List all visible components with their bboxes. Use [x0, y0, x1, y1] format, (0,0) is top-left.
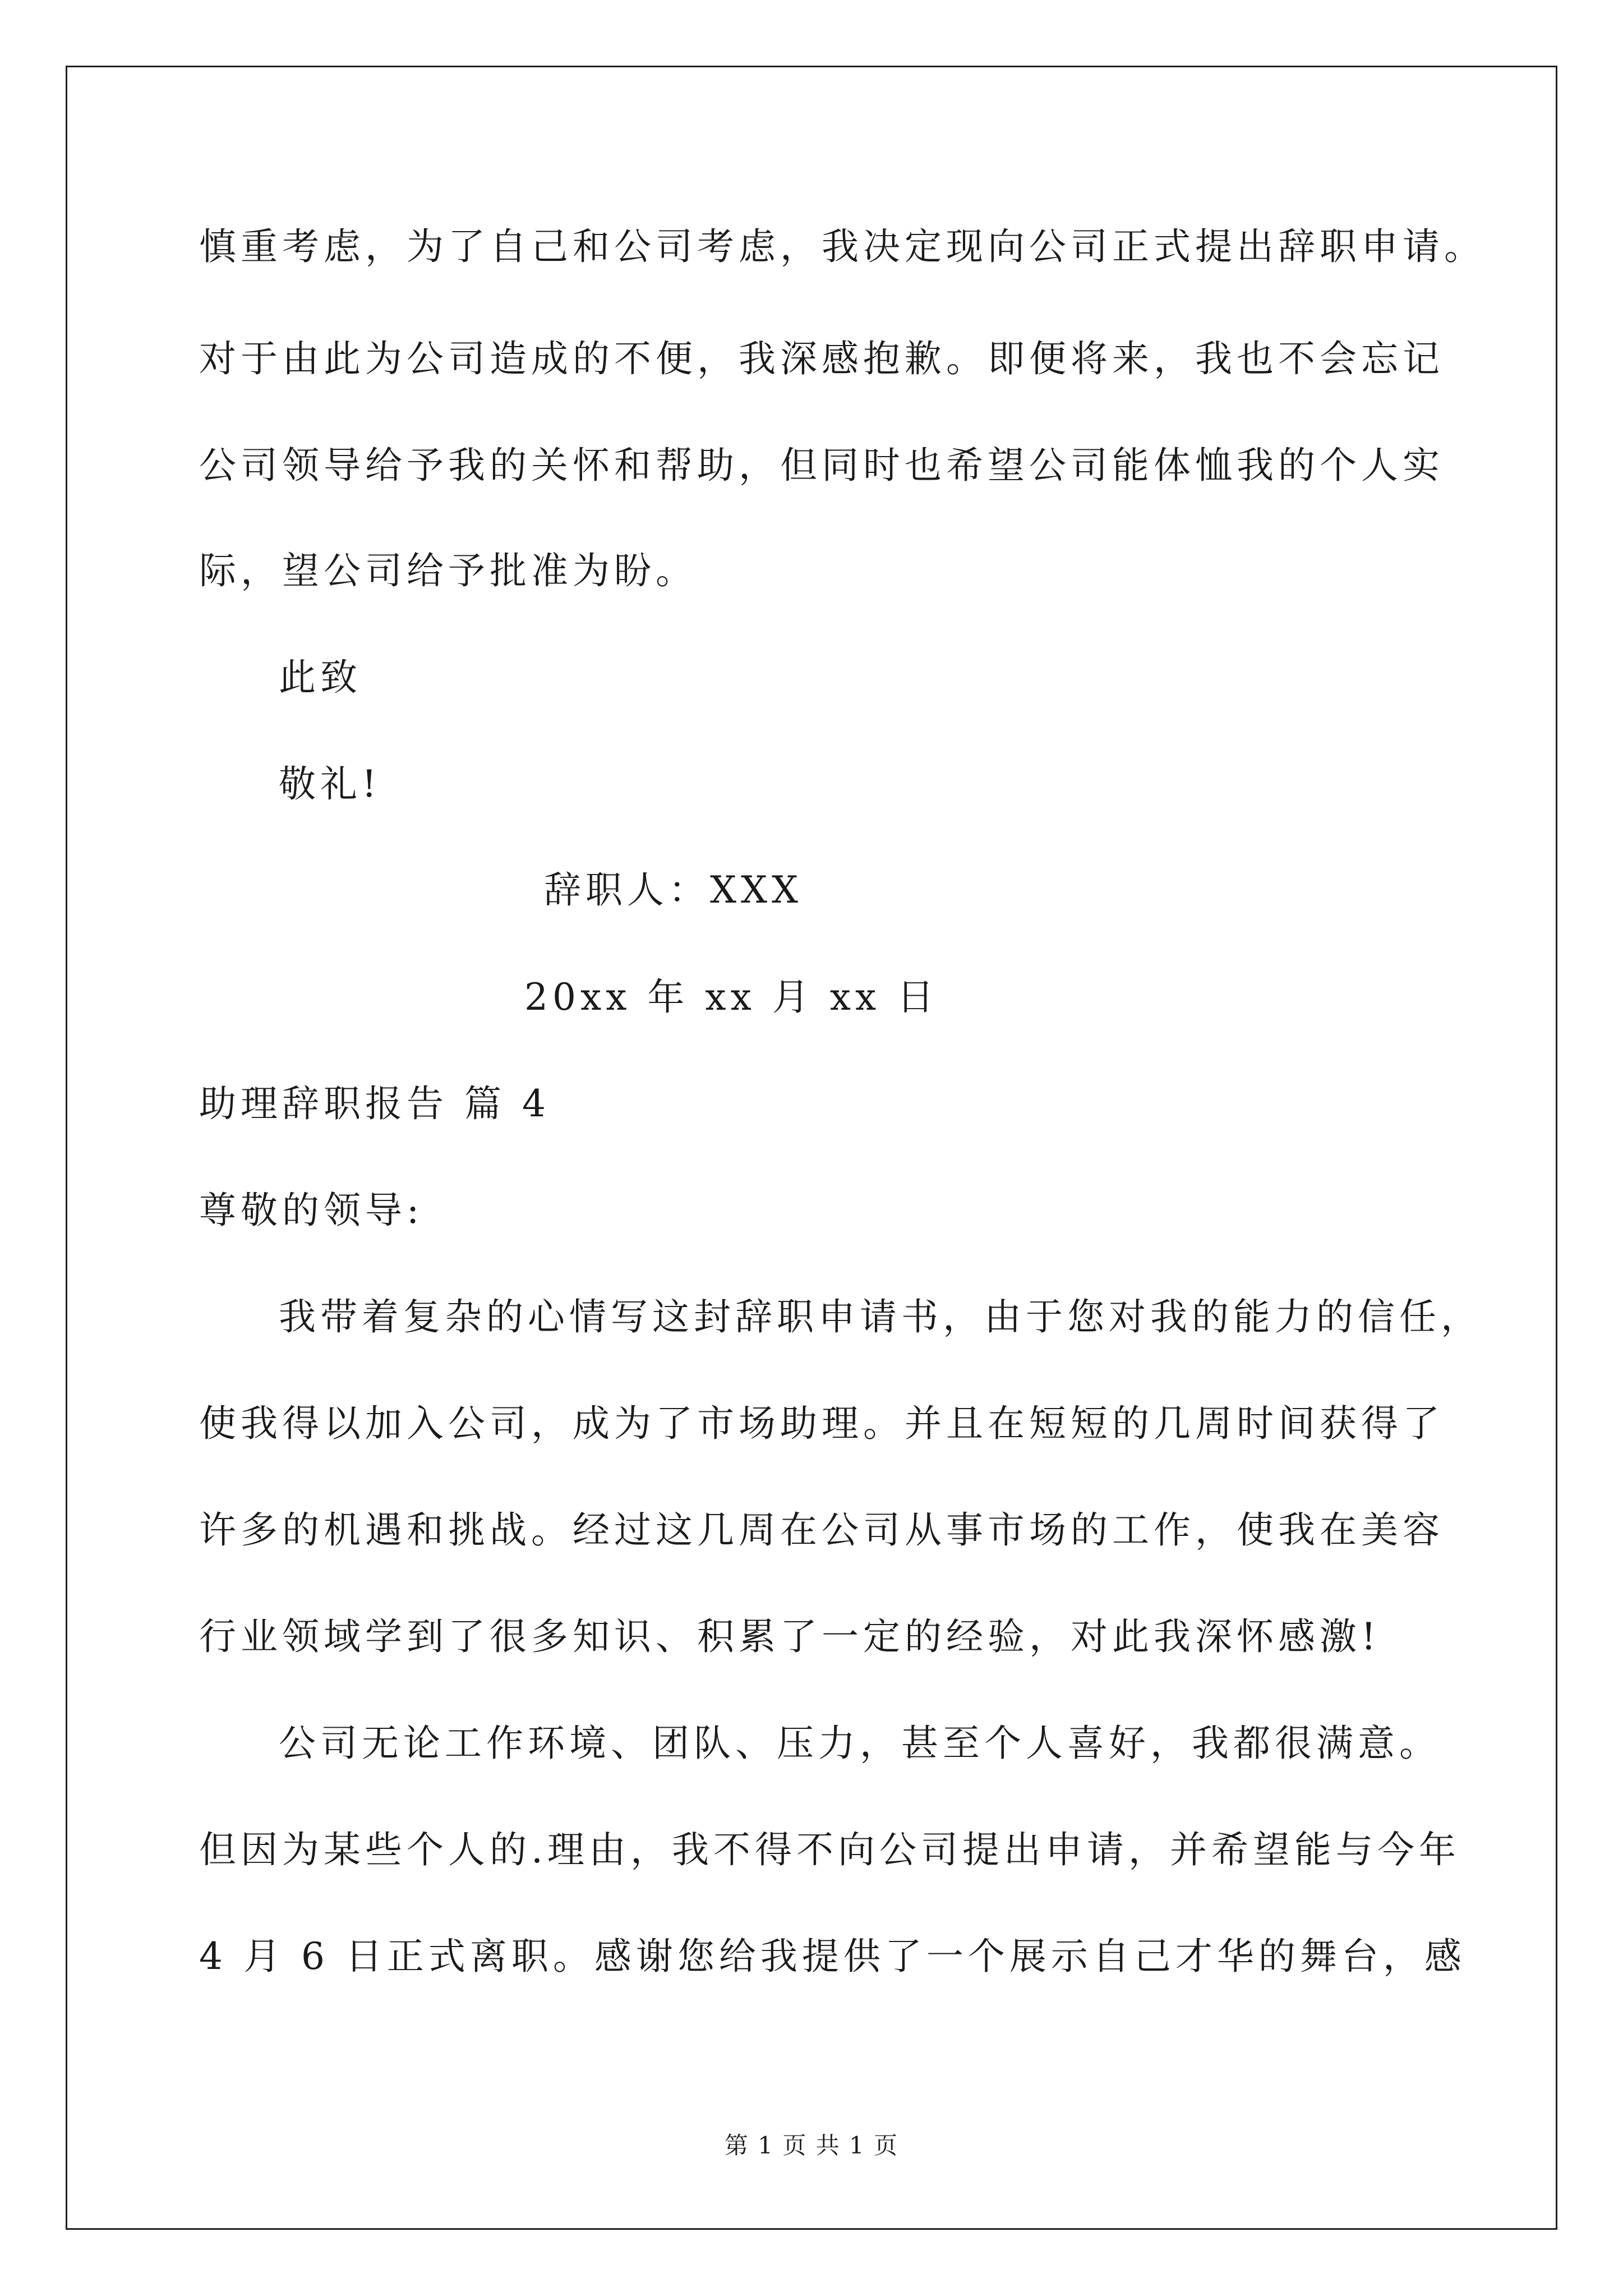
- body-line: 我带着复杂的心情写这封辞职申请书，由于您对我的能力的信任，: [279, 1295, 1482, 1338]
- body-line: 但因为某些个人的.理由，我不得不向公司提出申请，并希望能与今年: [199, 1828, 1460, 1871]
- page-border: [66, 66, 1557, 2230]
- body-line: 4 月 6 日正式离职。感谢您给我提供了一个展示自己才华的舞台，感: [199, 1935, 1466, 1978]
- body-line: 际，望公司给予批准为盼。: [199, 549, 697, 592]
- body-line: 行业领域学到了很多知识、积累了一定的经验，对此我深怀感激!: [199, 1615, 1381, 1658]
- section-heading: 助理辞职报告 篇 4: [199, 1082, 550, 1125]
- signature-name: 辞职人：XXX: [544, 868, 803, 912]
- body-line: 慎重考虑，为了自己和公司考虑，我决定现向公司正式提出辞职申请。: [199, 225, 1486, 268]
- body-line: 许多的机遇和挑战。经过这几周在公司从事市场的工作，使我在美容: [199, 1508, 1444, 1552]
- body-line: 使我得以加入公司，成为了市场助理。并且在短短的几周时间获得了: [199, 1402, 1444, 1445]
- greeting: 尊敬的领导:: [199, 1189, 424, 1232]
- page-footer: 第 1 页 共 1 页: [724, 2132, 899, 2159]
- closing-regards: 敬礼!: [279, 762, 381, 806]
- body-line: 对于由此为公司造成的不便，我深感抱歉。即便将来，我也不会忘记: [199, 337, 1444, 380]
- body-line: 公司无论工作环境、团队、压力，甚至个人喜好，我都很满意。: [279, 1722, 1441, 1765]
- body-line: 公司领导给予我的关怀和帮助，但同时也希望公司能体恤我的个人实: [199, 444, 1444, 487]
- closing-salutation: 此致: [279, 656, 362, 699]
- signature-date: 20xx 年 xx 月 xx 日: [524, 976, 939, 1019]
